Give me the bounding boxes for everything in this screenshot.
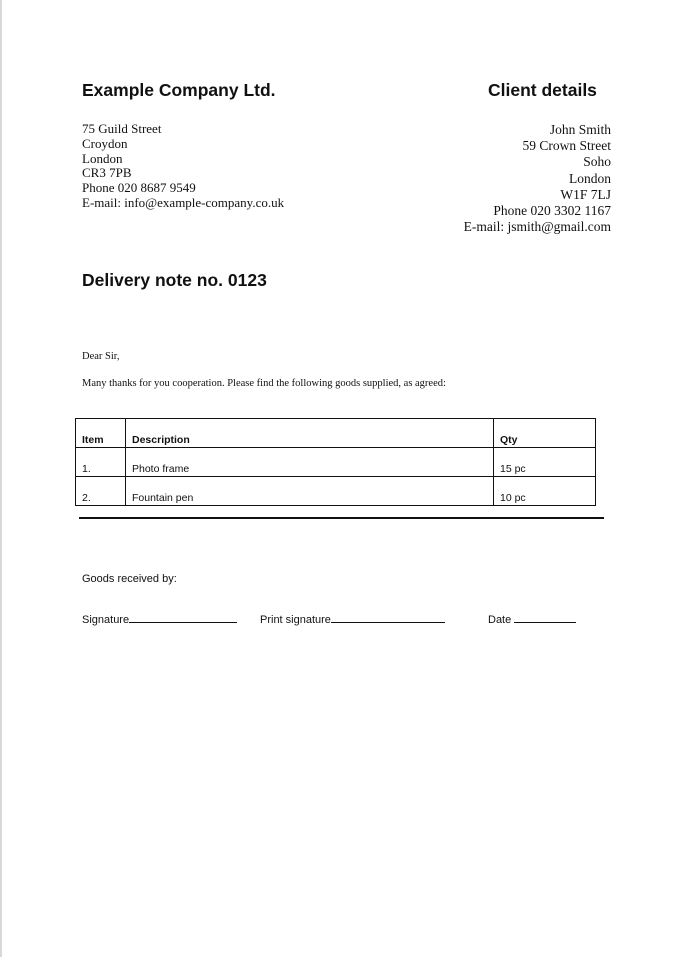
greeting: Dear Sir, [82,351,120,362]
header-qty: Qty [494,419,596,448]
page-edge [0,0,2,957]
company-phone: Phone 020 8687 9549 [82,180,196,196]
print-signature-label: Print signature [260,614,331,626]
items-table [75,418,596,506]
date-label: Date [488,614,515,626]
client-email: E-mail: jsmith@gmail.com [463,219,611,235]
company-address-line: Croydon [82,135,128,151]
header-item: Item [76,419,126,448]
signature-field [82,612,237,626]
company-name: Example Company Ltd. [82,80,276,100]
divider-rule [79,517,604,519]
cell-description: Fountain pen [126,477,494,506]
client-address-line: London [569,170,611,186]
goods-received-label: Goods received by: [82,573,177,585]
cell-qty: 10 pc [494,477,596,506]
company-address-line: CR3 7PB [82,165,132,181]
client-address-line: 59 Crown Street [522,138,611,154]
date-field [488,612,576,626]
client-phone: Phone 020 3302 1167 [493,203,611,219]
signature-label: Signature [82,614,130,626]
cell-item: 1. [76,448,126,477]
company-address-line: London [82,150,123,166]
client-address-line: Soho [583,154,611,170]
cell-qty: 15 pc [494,448,596,477]
company-address-line: 75 Guild Street [82,121,162,136]
document-title: Delivery note no. 0123 [82,270,267,290]
cell-item: 2. [76,477,126,506]
print-signature-line [331,612,445,623]
client-details-heading: Client details [488,80,597,100]
date-line [514,612,576,623]
client-address-line: W1F 7LJ [560,186,611,202]
company-address [82,122,284,211]
signature-line [129,612,237,623]
table-row [76,448,596,477]
client-address [464,122,611,235]
cell-description: Photo frame [126,448,494,477]
table-header-row [76,419,596,448]
client-name: John Smith [549,122,611,137]
company-email: E-mail: info@example-company.co.uk [82,194,285,210]
table-row [76,477,596,506]
intro-text: Many thanks for you cooperation. Please find the following goods supplied, as agreed: [82,378,446,389]
print-signature-field [260,612,445,626]
header-description: Description [126,419,494,448]
